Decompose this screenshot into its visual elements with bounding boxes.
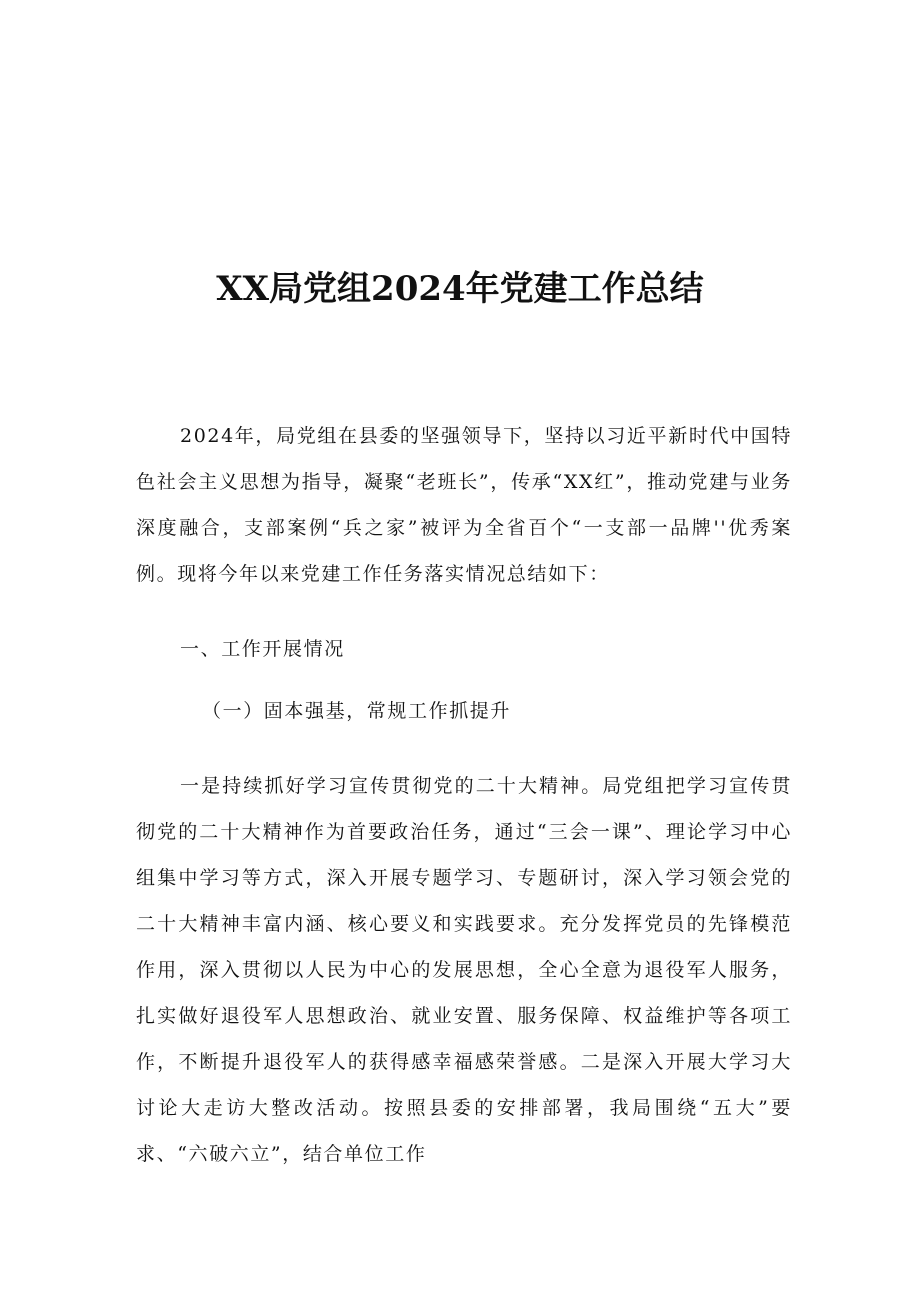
body-paragraph: 一是持续抓好学习宣传贯彻党的二十大精神。局党组把学习宣传贯彻党的二十大精神作为首要政治任务，通过“三会一课”、理论学习中心组集中学习等方式，深入开展专题学习、专题研讨，深入学习领会党的二十大精神丰富内涵、核心要义和实践要求。充分发挥党员的先锋模范作用，深入贯彻以人民为中心的发展思想，全心全意为退役军人服务，扎实做好退役军人思想政治、就业安置、服务保障、权益维护等各项工作，不断提升退役军人的获得感幸福感荣誉感。二是深入开展大学习大讨论大走访大整改活动。按照县委的安排部署，我局围绕“五大”要求、“六破六立”，结合单位工作 [136, 775, 792, 1165]
document-title: XX局党组2024年党建工作总结 [216, 269, 704, 309]
section-heading-work-status: 一、工作开展情况 [180, 638, 345, 660]
intro-paragraph: 2024年，局党组在县委的坚强领导下，坚持以习近平新时代中国特色社会主义思想为指导，凝聚“老班长”，传承“XX红”，推动党建与业务深度融合，支部案例“兵之家”被评为全省百个“一支部一品牌''优秀案例。现将今年以来党建工作任务落实情况总结如下： [136, 425, 792, 585]
subsection-heading-foundation: （一）固本强基，常规工作抓提升 [202, 700, 512, 722]
